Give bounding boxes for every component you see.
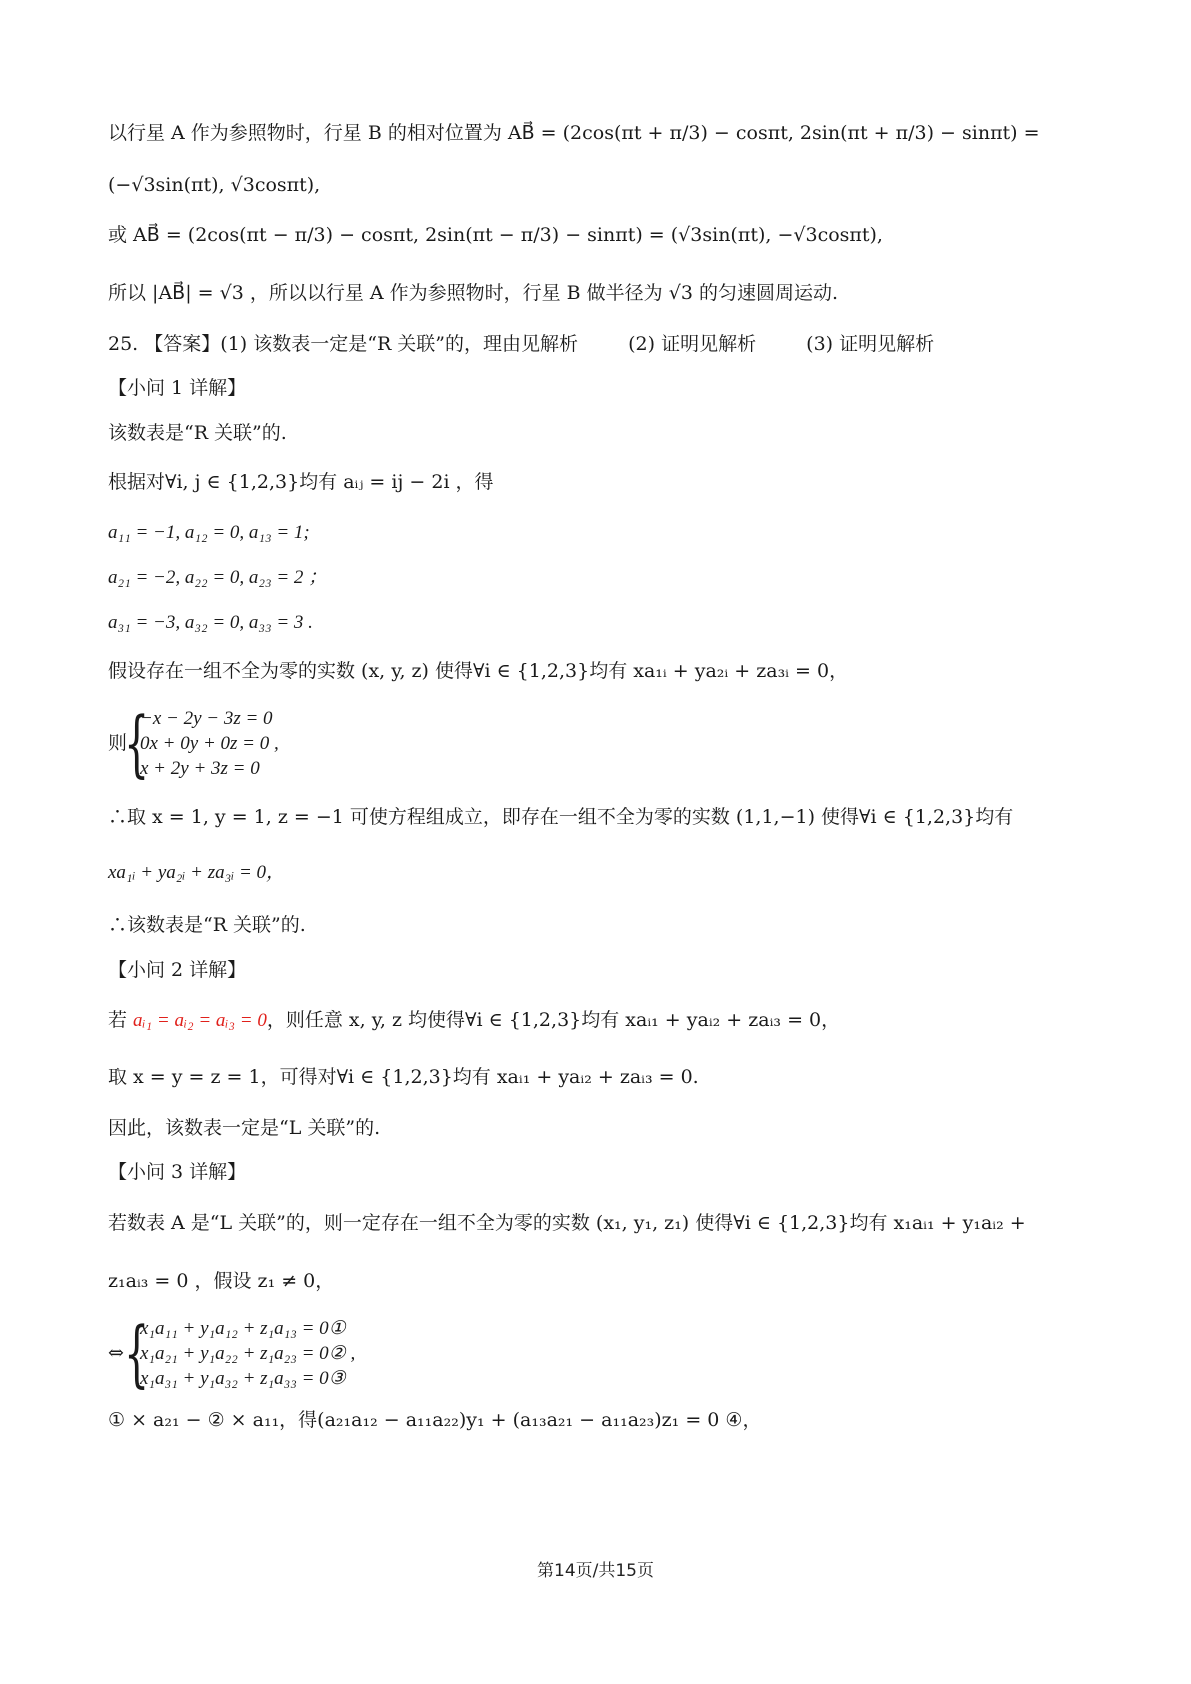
text-line: 假设存在一组不全为零的实数 (x, y, z) 使得∀i ∈ {1,2,3}均有 xa₁ᵢ + ya₂ᵢ + za₃ᵢ = 0， (108, 660, 849, 682)
system-row: x + 2y + 3z = 0 (140, 758, 260, 779)
page-footer: 第14页/共15页 (537, 1561, 654, 1581)
answer-part-1: (1) 该数表一定是“R 关联”的，理由见解析 (220, 333, 579, 355)
text-line: z₁aᵢ₃ = 0 ，假设 z₁ ≠ 0， (108, 1270, 335, 1292)
subquestion-2-heading: 【小问 2 详解】 (108, 959, 247, 981)
equation-line: a₁₁ = −1, a₁₂ = 0, a₁₃ = 1; (108, 522, 310, 543)
equation-line: xa₁ᵢ + ya₂ᵢ + za₃ᵢ = 0， (108, 862, 286, 883)
left-brace-icon: { (124, 701, 150, 785)
system-row: x₁a₂₁ + y₁a₂₂ + z₁a₂₃ = 0② , (140, 1343, 356, 1364)
text-line: 该数表是“R 关联”的. (108, 422, 287, 444)
system-rows (140, 706, 279, 781)
system-row: −x − 2y − 3z = 0 (140, 708, 273, 729)
text-line: 根据对∀i, j ∈ {1,2,3}均有 aᵢⱼ = ij − 2i ，得 (108, 471, 494, 493)
system-lead: 则 (108, 732, 128, 754)
text-line: 因此，该数表一定是“L 关联”的. (108, 1117, 381, 1139)
system-rows (140, 1316, 355, 1391)
answer-part-3: (3) 证明见解析 (806, 333, 935, 355)
text-line: ① × a₂₁ − ② × a₁₁，得(a₂₁a₁₂ − a₁₁a₂₂)y₁ + (a₁₃a₂₁ − a₁₁a₂₃)z₁ = 0 ④， (108, 1409, 762, 1431)
answer-part-2: (2) 证明见解析 (628, 333, 757, 355)
system-lead: ⇔ (108, 1342, 124, 1364)
text-line: ∴取 x = 1, y = 1, z = −1 可使方程组成立，即存在一组不全为零的实数 (1,1,−1) 使得∀i ∈ {1,2,3}均有 (108, 806, 1014, 828)
equation-line: a₃₁ = −3, a₃₂ = 0, a₃₃ = 3 . (108, 612, 313, 633)
text-line-vector-result: (−√3sin(πt), √3cosπt), (108, 174, 321, 196)
text-line-highlighted (108, 1007, 840, 1034)
system-row: 0x + 0y + 0z = 0 , (140, 733, 279, 754)
left-brace-icon: { (124, 1311, 150, 1395)
text-line: 若数表 A 是“L 关联”的，则一定存在一组不全为零的实数 (x₁, y₁, z₁) 使得∀i ∈ {1,2,3}均有 x₁aᵢ₁ + y₁aᵢ₂ + (108, 1212, 1026, 1234)
question-25-answer-row (108, 331, 934, 357)
text-line-conclusion: 所以 |AB⃗| = √3 ，所以以行星 A 作为参照物时，行星 B 做半径为 √3 的匀速圆周运动. (108, 282, 838, 304)
subquestion-1-heading: 【小问 1 详解】 (108, 377, 247, 399)
question-number: 25. (108, 333, 139, 355)
text-line: 取 x = y = z = 1，可得对∀i ∈ {1,2,3}均有 xaᵢ₁ + yaᵢ₂ + zaᵢ₃ = 0. (108, 1066, 699, 1088)
text-line-alternative-vector: 或 AB⃗ = (2cos(πt − π/3) − cosπt, 2sin(πt − π/3) − sinπt) = (√3sin(πt), −√3cosπt), (108, 224, 883, 246)
system-row: x₁a₃₁ + y₁a₃₂ + z₁a₃₃ = 0③ (140, 1368, 346, 1389)
highlighted-equation: aᵢ₁ = aᵢ₂ = aᵢ₃ = 0 (133, 1010, 267, 1031)
answer-tag: 【答案】 (144, 333, 221, 355)
text-suffix: ，则任意 x, y, z 均使得∀i ∈ {1,2,3}均有 xaᵢ₁ + yaᵢ₂ + zaᵢ₃ = 0， (266, 1009, 841, 1031)
equation-line: a₂₁ = −2, a₂₂ = 0, a₂₃ = 2 ； (108, 567, 328, 588)
subquestion-3-heading: 【小问 3 详解】 (108, 1161, 247, 1183)
text-line: ∴该数表是“R 关联”的. (108, 914, 306, 936)
text-prefix: 若 (108, 1009, 134, 1031)
system-row: x₁a₁₁ + y₁a₁₂ + z₁a₁₃ = 0① (140, 1318, 346, 1339)
text-line-relative-position: 以行星 A 作为参照物时，行星 B 的相对位置为 AB⃗ = (2cos(πt + π/3) − cosπt, 2sin(πt + π/3) − sinπt) = (108, 122, 1040, 144)
